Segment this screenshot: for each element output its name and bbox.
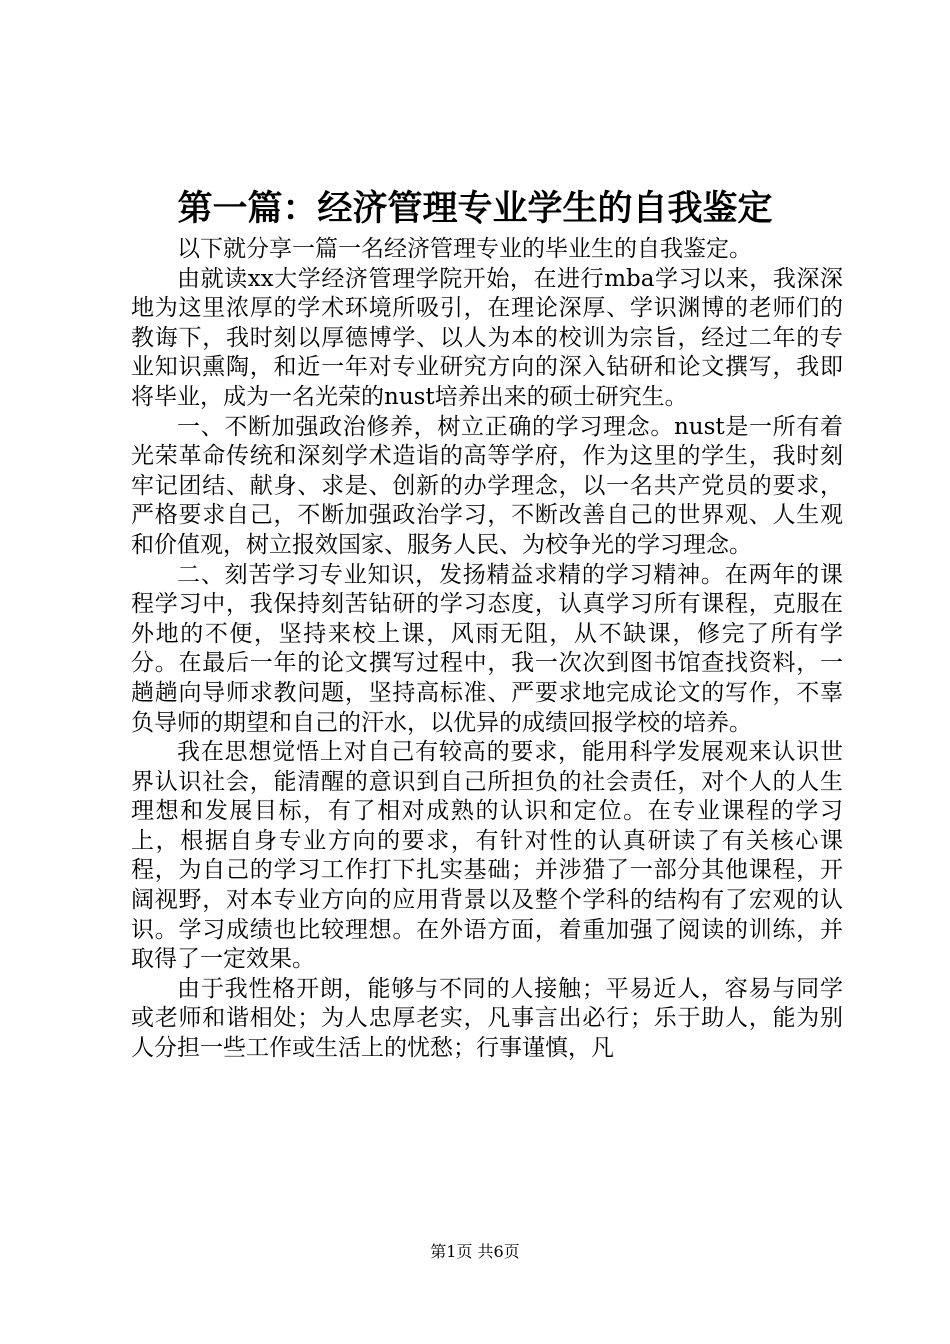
- document-body: [131, 235, 843, 1064]
- document-title: 第一篇：经济管理专业学生的自我鉴定: [177, 189, 773, 229]
- paragraph-personality: 由于我性格开朗，能够与不同的人接触；平易近人，容易与同学或老师和谐相处；为人忠厚老实，凡事言出必行；乐于助人，能为别人分担一些工作或生活上的忧愁；行事谨慎，凡: [131, 975, 843, 1062]
- paragraph-intro: 以下就分享一篇一名经济管理专业的毕业生的自我鉴定。: [177, 236, 752, 262]
- page-footer: [0, 1240, 950, 1264]
- paragraph-thinking-awareness: 我在思想觉悟上对自己有较高的要求，能用科学发展观来认识世界认识社会，能清醒的意识到自己所担负的社会责任，对个人的人生理想和发展目标，有了相对成熟的认识和定位。在专业课程的学习上，根据自身专业方向的要求，有针对性的认真研读了有关核心课程，为自己的学习工作打下扎实基础；并涉猎了一部分其他课程，开阔视野，对本专业方向的应用背景以及整个学科的结构有了宏观的认识。学习成绩也比较理想。在外语方面，着重加强了阅读的训练，并取得了一定效果。: [131, 739, 843, 973]
- paragraph-political-cultivation: 一、不断加强政治修养，树立正确的学习理念。nust是一所有着光荣革命传统和深刻学术造诣的高等学府，作为这里的学生，我时刻牢记团结、献身、求是、创新的办学理念，以一名共产党员的要求，严格要求自己，不断加强政治学习，不断改善自己的世界观、人生观和价值观，树立报效国家、服务人民、为校争光的学习理念。: [131, 413, 843, 558]
- paragraph-study-background: 由就读xx大学经济管理学院开始，在进行mba学习以来，我深深地为这里浓厚的学术环境所吸引，在理论深厚、学识渊博的老师们的教诲下，我时刻以厚德博学、以人为本的校训为宗旨，经过二年的专业知识熏陶，和近一年对专业研究方向的深入钻研和论文撰写，我即将毕业，成为一名光荣的nust培养出来的硕士研究生。: [131, 265, 843, 410]
- page-total: 共6页: [477, 1242, 520, 1261]
- page-number: 第1页: [430, 1242, 473, 1261]
- paragraph-professional-study: 二、刻苦学习专业知识，发扬精益求精的学习精神。在两年的课程学习中，我保持刻苦钻研的学习态度，认真学习所有课程，克服在外地的不便，坚持来校上课，风雨无阻，从不缺课，修完了所有学分。在最后一年的论文撰写过程中，我一次次到图书馆查找资料，一趟趟向导师求教问题，坚持高标准、严要求地完成论文的写作，不辜负导师的期望和自己的汗水，以优异的成绩回报学校的培养。: [131, 561, 843, 736]
